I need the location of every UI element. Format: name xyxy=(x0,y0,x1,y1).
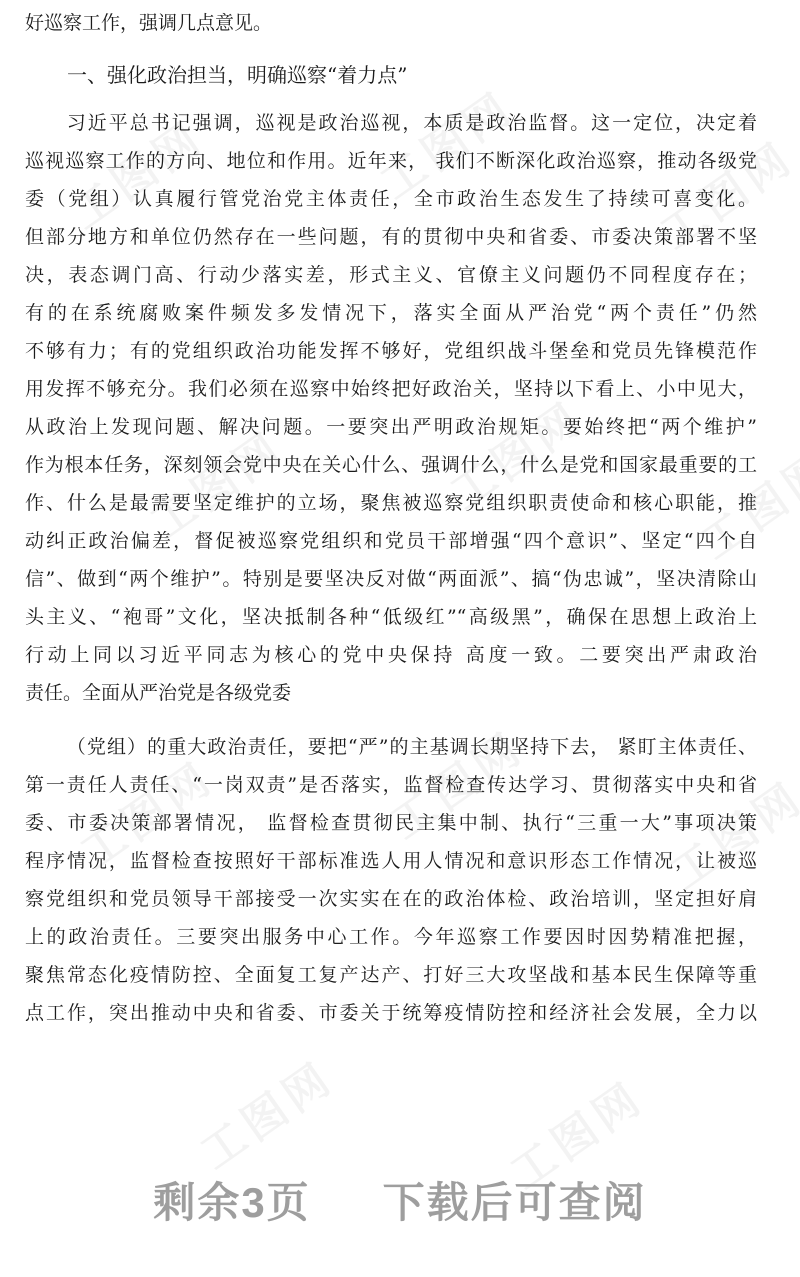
body-line: 不够有力；有的党组织政治功能发挥不够好，党组织战斗堡垒和党员先锋模范作 xyxy=(25,340,757,362)
body-line: 点工作，突出推动中央和省委、市委关于统筹疫情防控和经济社会发展，全力以 xyxy=(25,1002,757,1024)
body-line: （党组）的重大政治责任，要把“严”的主基调长期坚持下去， 紧盯主体责任、 xyxy=(66,736,757,758)
body-line: 行动上同以习近平同志为核心的党中央保持 高度一致。二要突出严肃政治 xyxy=(25,644,757,666)
body-line: 委、市委决策部署情况， 监督检查贯彻民主集中制、执行“三重一大”事项决策 xyxy=(25,812,757,834)
paragraph xyxy=(25,728,757,1032)
body-line: 有的在系统腐败案件频发多发情况下，落实全面从严治党“两个责任”仍然 xyxy=(25,302,757,324)
body-line: 作为根本任务，深刻领会党中央在关心什么、强调什么，什么是党和国家最重要的工 xyxy=(25,454,757,476)
body-line: 聚焦常态化疫情防控、全面复工复产达产、打好三大攻坚战和基本民生保障等重 xyxy=(25,964,757,986)
body-line: 动纠正政治偏差，督促被巡察党组织和党员干部增强“四个意识”、坚定“四个自 xyxy=(25,530,757,552)
body-line: 上的政治责任。三要突出服务中心工作。今年巡察工作要因时因势精准把握， xyxy=(25,926,757,948)
body-line: 责任。全面从严治党是各级党委 xyxy=(25,682,292,704)
body-line: 头主义、“袍哥”文化，坚决抵制各种“低级红”“高级黑”，确保在思想上政治上 xyxy=(25,606,757,628)
body-line: 程序情况，监督检查按照好干部标准选人用人情况和意识形态工作情况，让被巡 xyxy=(25,850,757,872)
body-line: 巡视巡察工作的方向、地位和作用。近年来， 我们不断深化政治巡察，推动各级党 xyxy=(25,150,757,172)
body-paragraphs xyxy=(25,104,757,1032)
body-line: 从政治上发现问题、解决问题。一要突出严明政治规矩。要始终把“两个维护” xyxy=(25,416,757,438)
body-line: 信”、做到“两个维护”。特别是要坚决反对做“两面派”、搞“伪忠诚”，坚决清除山 xyxy=(25,568,757,590)
section-heading: 一、强化政治担当，明确巡察“着力点” xyxy=(67,63,408,87)
pager-footer[interactable] xyxy=(0,1170,800,1230)
body-line: 但部分地方和单位仍然存在一些问题，有的贯彻中央和省委、市委决策部署不坚 xyxy=(25,226,757,248)
paragraph xyxy=(25,104,757,712)
body-line: 习近平总书记强调，巡视是政治巡视，本质是政治监督。这一定位，决定着 xyxy=(66,112,757,134)
body-line: 委（党组）认真履行管党治党主体责任，全市政治生态发生了持续可喜变化。 xyxy=(25,188,757,210)
remaining-pages-label: 剩余3页 xyxy=(153,1179,311,1226)
document-page xyxy=(25,4,757,1032)
body-line: 用发挥不够充分。我们必须在巡察中始终把好政治关，坚持以下看上、小中见大， xyxy=(25,378,757,400)
download-hint-label: 下载后可查阅 xyxy=(382,1179,647,1226)
body-line: 第一责任人责任、“一岗双责”是否落实，监督检查传达学习、贯彻落实中央和省 xyxy=(25,774,757,796)
body-line: 察党组织和党员领导干部接受一次实实在在的政治体检、政治培训，坚定担好肩 xyxy=(25,888,757,910)
body-line: 作、什么是最需要坚定维护的立场，聚焦被巡察党组织职责使命和核心职能，推 xyxy=(25,492,757,514)
intro-line: 好巡察工作，强调几点意见。 xyxy=(25,12,273,34)
site-watermark xyxy=(185,1043,345,1181)
body-line: 决，表态调门高、行动少落实差，形式主义、官僚主义问题仍不同程度存在； xyxy=(25,264,757,286)
